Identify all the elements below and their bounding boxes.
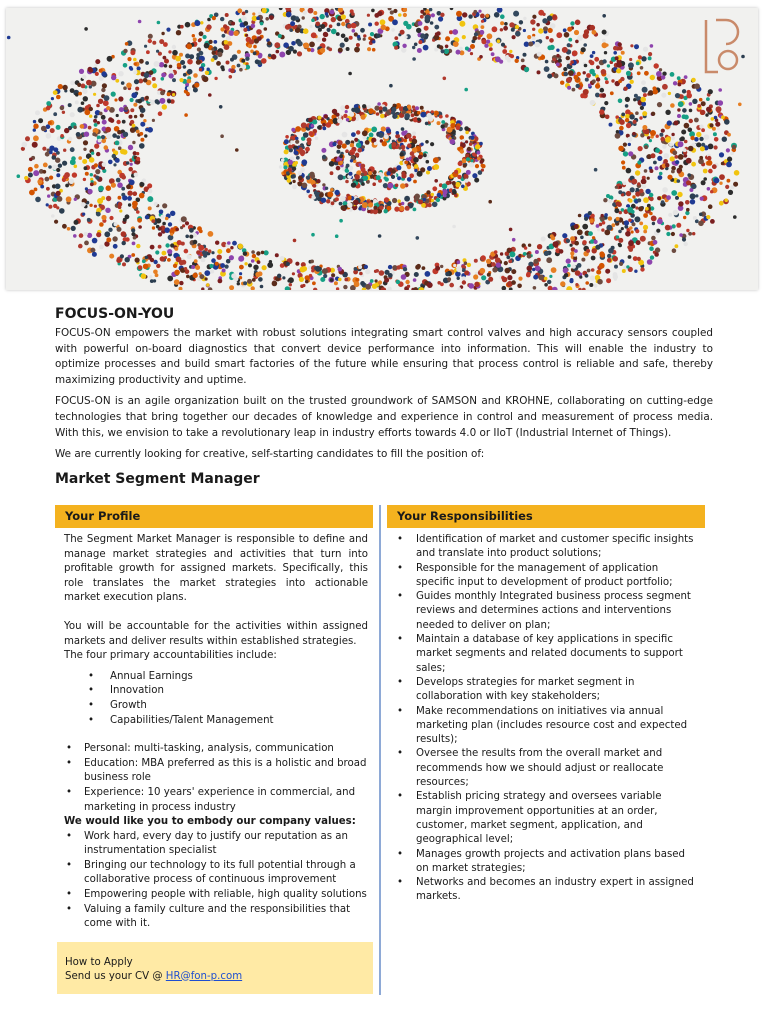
intro-paragraph-1: FOCUS-ON empowers the market with robust solutions integrating smart control valves and high accuracy sensors coupled with powerful on-board diagnostics that convert device performance into information. This will enable the industry to optimize processes and build smart factories of the future while ensuring that process control is reliable and safe, thereby maximizing productivity and uptime. [55, 327, 713, 386]
profile-paragraph-2: You will be accountable for the activities within assigned markets and deliver results within established strategies. [64, 620, 368, 647]
profile-column [64, 533, 368, 932]
list-item [64, 742, 368, 757]
requirements-list [64, 742, 368, 815]
values-heading: We would like you to embody our company values: [64, 816, 356, 828]
list-item [64, 757, 368, 786]
job-title: Market Segment Manager [55, 471, 260, 487]
list-item: • Oversee the results from the overall market and recommends how we should adjust or reallocate resources; [395, 747, 695, 790]
apply-heading: How to Apply [65, 957, 133, 968]
list-item: • Innovation [64, 684, 368, 699]
column-divider [379, 505, 381, 995]
hero-image [6, 8, 758, 290]
responsibilities-heading: Your Responsibilities [387, 505, 705, 528]
list-item: • Identification of market and customer specific insights and translate into product solutions; [395, 533, 695, 562]
list-item: • Manages growth projects and activation plans based on market strategies; [395, 848, 695, 877]
list-item [64, 786, 368, 815]
requirement-label: Education: [84, 757, 139, 769]
list-item: • Work hard, every day to justify our reputation as an instrumentation specialist [64, 830, 368, 859]
list-item: • Valuing a family culture and the responsibilities that come with it. [64, 903, 368, 932]
requirement-text: 10 years' experience in commercial, and marketing in process industry [84, 786, 356, 813]
profile-paragraph-1: The Segment Market Manager is responsible to define and manage market strategies and activities that turn into profitable growth for assigned markets. Specifically, this role translates the market strategies into actionable market execution plans. [64, 534, 368, 604]
list-item: • Develops strategies for market segment in collaboration with key stakeholders; [395, 676, 695, 705]
list-item: • Annual Earnings [64, 670, 368, 685]
list-item: • Responsible for the management of application specific input to development of product portfolio; [395, 562, 695, 591]
requirement-label: Personal: [84, 743, 131, 755]
list-item: • Make recommendations on initiatives via annual marketing plan (includes resource cost and expected results); [395, 705, 695, 748]
list-item: • Guides monthly Integrated business process segment reviews and determines actions and interventions needed to deliver on plan; [395, 590, 695, 633]
list-item: • Establish pricing strategy and oversees variable margin improvement opportunities at an order, customer, market segment, application, and geographical level; [395, 790, 695, 847]
intro-paragraph-2: FOCUS-ON is an agile organization built on the trusted groundwork of SAMSON and KROHNE, collaborating on cutting-edge technologies that bring together our decades of knowledge and experience in control and measurement of process media. With this, we envision to take a revolutionary leap in industry efforts towards 4.0 or IIoT (Industrial Internet of Things). [55, 395, 713, 439]
list-item: • Growth [64, 699, 368, 714]
requirement-label: Experience: [84, 786, 145, 798]
apply-text: Send us your CV @ [65, 970, 166, 982]
requirement-text: multi-tasking, analysis, communication [130, 743, 334, 755]
focus-on-logo-icon [702, 14, 740, 78]
crowd-spiral-image [6, 8, 758, 290]
list-item: • Networks and becomes an industry expert in assigned markets. [395, 876, 695, 905]
how-to-apply-box [57, 942, 373, 994]
list-item: • Maintain a database of key applications in specific market segments and related documents to support sales; [395, 633, 695, 676]
accountabilities-list [64, 670, 368, 728]
company-intro [55, 326, 713, 469]
email-link[interactable]: HR@fon-p.com [165, 970, 243, 982]
list-item: • Capabilities/Talent Management [64, 714, 368, 729]
list-item: • Empowering people with reliable, high quality solutions [64, 888, 368, 903]
company-heading: FOCUS-ON-YOU [55, 306, 175, 322]
list-item: • Bringing our technology to its full potential through a collaborative process of continuous improvement [64, 859, 368, 888]
apply-line [65, 970, 373, 984]
responsibilities-column [395, 533, 695, 905]
values-list [64, 830, 368, 932]
requirement-text: MBA preferred as this is a holistic and broad business role [84, 757, 367, 784]
profile-paragraph-3: The four primary accountabilities include: [64, 650, 277, 662]
profile-heading: Your Profile [55, 505, 373, 528]
responsibilities-list [395, 533, 695, 905]
intro-paragraph-3: We are currently looking for creative, self-starting candidates to fill the position of: [55, 448, 485, 461]
